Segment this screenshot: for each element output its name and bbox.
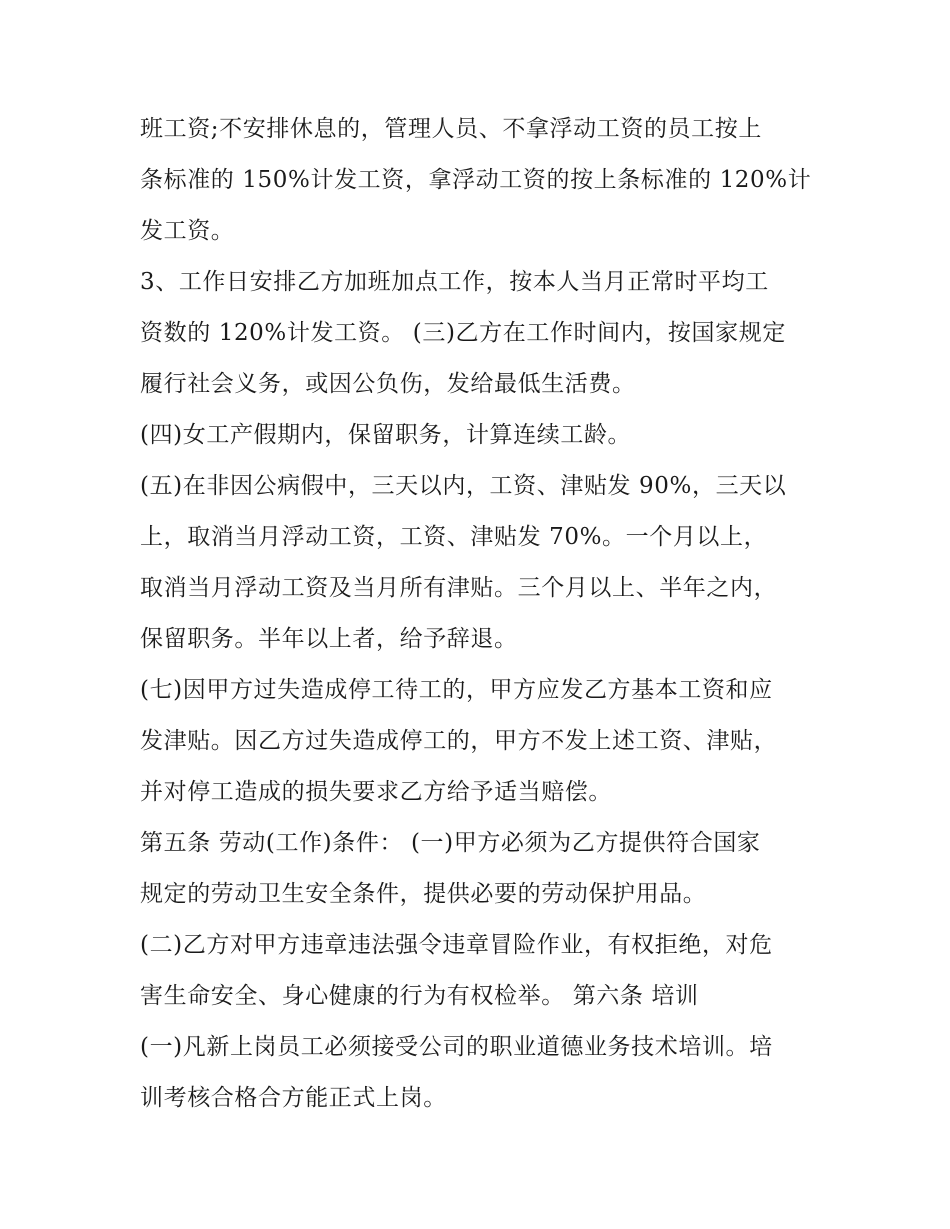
text-line: 规定的劳动卫生安全条件，提供必要的劳动保护用品。 bbox=[140, 881, 707, 907]
document-body bbox=[140, 104, 820, 1124]
text-line: 班工资;不安排休息的，管理人员、不拿浮动工资的员工按上 bbox=[140, 116, 762, 142]
text-line: 条标准的 150%计发工资，拿浮动工资的按上条标准的 120%计 bbox=[140, 167, 812, 193]
text-line: 训考核合格合方能正式上岗。 bbox=[140, 1085, 447, 1111]
text-line: 第五条 劳动(工作)条件： (一)甲方必须为乙方提供符合国家 bbox=[140, 830, 761, 856]
text-line: 履行社会义务，或因公负伤，发给最低生活费。 bbox=[140, 371, 636, 397]
text-line: (一)凡新上岗员工必须接受公司的职业道德业务技术培训。培 bbox=[140, 1034, 773, 1060]
text-line: 取消当月浮动工资及当月所有津贴。三个月以上、半年之内， bbox=[140, 575, 778, 601]
text-line: 发津贴。因乙方过失造成停工的，甲方不发上述工资、津贴， bbox=[140, 728, 778, 754]
text-line: (五)在非因公病假中，三天以内，工资、津贴发 90%，三天以 bbox=[140, 473, 787, 499]
text-line: 3、工作日安排乙方加班加点工作，按本人当月正常时平均工 bbox=[140, 269, 769, 295]
text-line: (七)因甲方过失造成停工待工的，甲方应发乙方基本工资和应 bbox=[140, 677, 773, 703]
text-line: 资数的 120%计发工资。 (三)乙方在工作时间内，按国家规定 bbox=[140, 320, 786, 346]
text-line: (二)乙方对甲方违章违法强令违章冒险作业，有权拒绝，对危 bbox=[140, 932, 773, 958]
text-line: 害生命安全、身心健康的行为有权检举。 第六条 培训 bbox=[140, 983, 699, 1009]
text-line: (四)女工产假期内，保留职务，计算连续工龄。 bbox=[140, 422, 632, 448]
text-line: 上，取消当月浮动工资，工资、津贴发 70%。一个月以上， bbox=[140, 524, 768, 550]
text-line: 发工资。 bbox=[140, 218, 235, 244]
text-line: 并对停工造成的损失要求乙方给予适当赔偿。 bbox=[140, 779, 612, 805]
text-line: 保留职务。半年以上者，给予辞退。 bbox=[140, 626, 518, 652]
